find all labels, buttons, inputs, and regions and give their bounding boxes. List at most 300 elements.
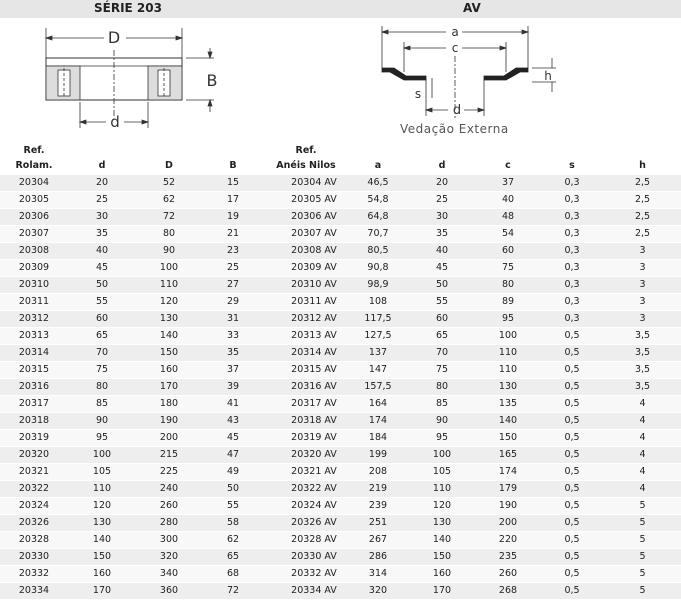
- table-row: [0, 208, 681, 225]
- table-cell: 251: [348, 514, 408, 531]
- table-cell: 360: [136, 582, 202, 599]
- table-cell: 20324: [0, 497, 68, 514]
- table-cell: 21: [202, 225, 264, 242]
- table-cell: 3,5: [604, 327, 681, 344]
- table-cell: 70: [68, 344, 136, 361]
- table-cell: 37: [202, 361, 264, 378]
- table-cell: 164: [348, 395, 408, 412]
- table-cell: 40: [476, 191, 540, 208]
- table-cell: 184: [348, 429, 408, 446]
- table-cell: 0,3: [540, 208, 604, 225]
- table-cell: 110: [136, 276, 202, 293]
- table-cell: 199: [348, 446, 408, 463]
- table-cell: 20322 AV: [264, 480, 348, 497]
- table-cell: 180: [136, 395, 202, 412]
- table-cell: 140: [476, 412, 540, 429]
- table-cell: 314: [348, 565, 408, 582]
- table-cell: 20312 AV: [264, 310, 348, 327]
- table-row: [0, 225, 681, 242]
- table-cell: 46,5: [348, 174, 408, 191]
- table-cell: 157,5: [348, 378, 408, 395]
- table-cell: 235: [476, 548, 540, 565]
- table-cell: 110: [68, 480, 136, 497]
- table-cell: 20319: [0, 429, 68, 446]
- table-cell: 35: [68, 225, 136, 242]
- table-cell: 100: [136, 259, 202, 276]
- table-cell: 0,5: [540, 480, 604, 497]
- table-cell: 140: [68, 531, 136, 548]
- table-cell: 0,5: [540, 497, 604, 514]
- table-cell: 20314: [0, 344, 68, 361]
- col-header: c: [476, 158, 540, 174]
- table-cell: 20315: [0, 361, 68, 378]
- table-cell: 20307 AV: [264, 225, 348, 242]
- table-cell: 140: [136, 327, 202, 344]
- table-cell: 0,5: [540, 565, 604, 582]
- table-cell: 3: [604, 310, 681, 327]
- table-cell: 160: [136, 361, 202, 378]
- table-cell: 85: [68, 395, 136, 412]
- table-row: [0, 412, 681, 429]
- table-cell: 45: [68, 259, 136, 276]
- table-cell: 0,3: [540, 276, 604, 293]
- table-cell: 225: [136, 463, 202, 480]
- table-cell: 70: [408, 344, 476, 361]
- table-cell: 29: [202, 293, 264, 310]
- table-row: [0, 395, 681, 412]
- table-cell: 75: [68, 361, 136, 378]
- table-cell: 90: [136, 242, 202, 259]
- table-cell: 190: [476, 497, 540, 514]
- col-header: d: [68, 158, 136, 174]
- table-cell: 5: [604, 582, 681, 599]
- table-cell: 0,5: [540, 463, 604, 480]
- table-cell: 55: [68, 293, 136, 310]
- table-cell: 3,5: [604, 344, 681, 361]
- table-cell: 160: [68, 565, 136, 582]
- table-cell: 130: [476, 378, 540, 395]
- table-cell: 130: [68, 514, 136, 531]
- table-cell: 20322: [0, 480, 68, 497]
- table-cell: 20: [68, 174, 136, 191]
- table-cell: 117,5: [348, 310, 408, 327]
- table-cell: 60: [68, 310, 136, 327]
- table-cell: 0,3: [540, 174, 604, 191]
- table-cell: 0,5: [540, 412, 604, 429]
- table-row: [0, 378, 681, 395]
- col-header: B: [202, 158, 264, 174]
- table-cell: 120: [136, 293, 202, 310]
- table-cell: 5: [604, 548, 681, 565]
- table-cell: 0,5: [540, 531, 604, 548]
- table-cell: 20330 AV: [264, 548, 348, 565]
- table-cell: 260: [476, 565, 540, 582]
- table-row: [0, 429, 681, 446]
- table-cell: 50: [408, 276, 476, 293]
- table-cell: 0,3: [540, 310, 604, 327]
- table-cell: 20311: [0, 293, 68, 310]
- table-cell: 35: [202, 344, 264, 361]
- table-cell: 110: [408, 480, 476, 497]
- ref-label-left: Ref.: [0, 142, 68, 158]
- series-title: SÉRIE 203: [94, 1, 162, 15]
- table-cell: 30: [68, 208, 136, 225]
- table-cell: 20305 AV: [264, 191, 348, 208]
- table-cell: 320: [348, 582, 408, 599]
- table-cell: 20319 AV: [264, 429, 348, 446]
- specs-table: [0, 142, 681, 599]
- table-cell: 89: [476, 293, 540, 310]
- table-cell: 33: [202, 327, 264, 344]
- table-cell: 5: [604, 531, 681, 548]
- label-h: h: [544, 69, 552, 83]
- table-row: [0, 514, 681, 531]
- table-cell: 340: [136, 565, 202, 582]
- table-cell: 20320 AV: [264, 446, 348, 463]
- table-cell: 15: [202, 174, 264, 191]
- table-row: [0, 276, 681, 293]
- table-cell: 3: [604, 276, 681, 293]
- table-cell: 0,3: [540, 242, 604, 259]
- table-cell: 17: [202, 191, 264, 208]
- table-cell: 23: [202, 242, 264, 259]
- table-cell: 320: [136, 548, 202, 565]
- table-cell: 260: [136, 497, 202, 514]
- table-cell: 140: [408, 531, 476, 548]
- table-cell: 137: [348, 344, 408, 361]
- table-cell: 90: [408, 412, 476, 429]
- label-c: c: [451, 41, 459, 55]
- table-cell: 4: [604, 463, 681, 480]
- table-cell: 208: [348, 463, 408, 480]
- table-row: [0, 293, 681, 310]
- table-cell: 20326: [0, 514, 68, 531]
- table-cell: 0,5: [540, 344, 604, 361]
- table-cell: 0,5: [540, 429, 604, 446]
- label-B: B: [206, 71, 218, 90]
- table-cell: 3: [604, 293, 681, 310]
- table-cell: 170: [408, 582, 476, 599]
- table-cell: 20332: [0, 565, 68, 582]
- table-cell: 2,5: [604, 225, 681, 242]
- table-cell: 220: [476, 531, 540, 548]
- table-cell: 4: [604, 480, 681, 497]
- table-row: [0, 480, 681, 497]
- table-cell: 4: [604, 395, 681, 412]
- table-cell: 135: [476, 395, 540, 412]
- ref-label-right: Ref.: [264, 142, 348, 158]
- table-cell: 0,5: [540, 582, 604, 599]
- table-cell: 20305: [0, 191, 68, 208]
- table-cell: 98,9: [348, 276, 408, 293]
- table-cell: 48: [476, 208, 540, 225]
- table-cell: 20304 AV: [264, 174, 348, 191]
- table-cell: 150: [68, 548, 136, 565]
- table-cell: 65: [202, 548, 264, 565]
- table-cell: 80,5: [348, 242, 408, 259]
- table-cell: 45: [408, 259, 476, 276]
- table-cell: 5: [604, 497, 681, 514]
- table-cell: 20332 AV: [264, 565, 348, 582]
- table-cell: 0,5: [540, 395, 604, 412]
- table-row: [0, 310, 681, 327]
- table-cell: 200: [136, 429, 202, 446]
- seal-caption: Vedação Externa: [400, 122, 509, 136]
- table-cell: 68: [202, 565, 264, 582]
- table-cell: 20320: [0, 446, 68, 463]
- table-cell: 20317 AV: [264, 395, 348, 412]
- col-header: d: [408, 158, 476, 174]
- table-cell: 20316 AV: [264, 378, 348, 395]
- table-cell: 20306 AV: [264, 208, 348, 225]
- table-cell: 25: [202, 259, 264, 276]
- table-cell: 95: [476, 310, 540, 327]
- table-row: [0, 344, 681, 361]
- col-header: h: [604, 158, 681, 174]
- table-cell: 5: [604, 514, 681, 531]
- table-cell: 75: [408, 361, 476, 378]
- table-cell: 72: [136, 208, 202, 225]
- column-header-row: [0, 158, 681, 174]
- table-cell: 60: [408, 310, 476, 327]
- table-cell: 20321: [0, 463, 68, 480]
- table-cell: 72: [202, 582, 264, 599]
- table-cell: 20318: [0, 412, 68, 429]
- ref-header-row: [0, 142, 681, 158]
- label-D: D: [107, 28, 121, 47]
- col-header: D: [136, 158, 202, 174]
- table-cell: 60: [476, 242, 540, 259]
- table-cell: 0,5: [540, 446, 604, 463]
- table-cell: 20321 AV: [264, 463, 348, 480]
- table-cell: 37: [476, 174, 540, 191]
- table-cell: 85: [408, 395, 476, 412]
- table-cell: 20326 AV: [264, 514, 348, 531]
- table-cell: 120: [68, 497, 136, 514]
- table-cell: 170: [136, 378, 202, 395]
- table-cell: 55: [202, 497, 264, 514]
- table-cell: 62: [136, 191, 202, 208]
- table-row: [0, 242, 681, 259]
- table-cell: 50: [202, 480, 264, 497]
- table-cell: 240: [136, 480, 202, 497]
- col-header: Anéis Nilos: [264, 158, 348, 174]
- table-cell: 105: [68, 463, 136, 480]
- table-cell: 4: [604, 429, 681, 446]
- table-cell: 80: [136, 225, 202, 242]
- table-cell: 0,3: [540, 225, 604, 242]
- table-cell: 174: [348, 412, 408, 429]
- table-cell: 268: [476, 582, 540, 599]
- av-title: AV: [463, 1, 481, 15]
- table-cell: 90,8: [348, 259, 408, 276]
- table-cell: 55: [408, 293, 476, 310]
- table-cell: 280: [136, 514, 202, 531]
- table-cell: 215: [136, 446, 202, 463]
- table-cell: 0,5: [540, 361, 604, 378]
- table-cell: 25: [68, 191, 136, 208]
- table-row: [0, 191, 681, 208]
- table-cell: 0,3: [540, 293, 604, 310]
- table-cell: 20306: [0, 208, 68, 225]
- table-cell: 20310 AV: [264, 276, 348, 293]
- table-cell: 95: [68, 429, 136, 446]
- table-cell: 31: [202, 310, 264, 327]
- table-cell: 20324 AV: [264, 497, 348, 514]
- table-cell: 20318 AV: [264, 412, 348, 429]
- table-cell: 130: [408, 514, 476, 531]
- table-cell: 108: [348, 293, 408, 310]
- table-cell: 20330: [0, 548, 68, 565]
- table-cell: 0,5: [540, 378, 604, 395]
- table-cell: 20316: [0, 378, 68, 395]
- table-row: [0, 565, 681, 582]
- table-cell: 70,7: [348, 225, 408, 242]
- col-header: Rolam.: [0, 158, 68, 174]
- table-cell: 20309: [0, 259, 68, 276]
- table-cell: 50: [68, 276, 136, 293]
- table-cell: 80: [476, 276, 540, 293]
- table-cell: 25: [408, 191, 476, 208]
- table-cell: 105: [408, 463, 476, 480]
- table-cell: 45: [202, 429, 264, 446]
- table-cell: 286: [348, 548, 408, 565]
- table-row: [0, 327, 681, 344]
- table-cell: 0,5: [540, 548, 604, 565]
- table-cell: 147: [348, 361, 408, 378]
- table-row: [0, 361, 681, 378]
- table-cell: 20307: [0, 225, 68, 242]
- table-cell: 3,5: [604, 378, 681, 395]
- table-cell: 27: [202, 276, 264, 293]
- table-cell: 20334: [0, 582, 68, 599]
- table-cell: 80: [408, 378, 476, 395]
- table-cell: 160: [408, 565, 476, 582]
- bearing-section-drawing: [0, 18, 300, 142]
- table-cell: 20317: [0, 395, 68, 412]
- table-cell: 65: [68, 327, 136, 344]
- table-cell: 127,5: [348, 327, 408, 344]
- table-cell: 2,5: [604, 208, 681, 225]
- table-row: [0, 463, 681, 480]
- table-cell: 19: [202, 208, 264, 225]
- table-cell: 20315 AV: [264, 361, 348, 378]
- table-cell: 20313: [0, 327, 68, 344]
- table-row: [0, 174, 681, 191]
- table-cell: 0,5: [540, 514, 604, 531]
- table-cell: 3: [604, 242, 681, 259]
- table-cell: 54: [476, 225, 540, 242]
- table-cell: 3,5: [604, 361, 681, 378]
- table-cell: 49: [202, 463, 264, 480]
- table-cell: 110: [476, 344, 540, 361]
- table-cell: 20311 AV: [264, 293, 348, 310]
- table-row: [0, 446, 681, 463]
- table-cell: 100: [68, 446, 136, 463]
- table-cell: 2,5: [604, 174, 681, 191]
- table-cell: 58: [202, 514, 264, 531]
- table-cell: 4: [604, 412, 681, 429]
- table-cell: 165: [476, 446, 540, 463]
- table-cell: 20308: [0, 242, 68, 259]
- label-d-right: d: [452, 103, 462, 118]
- table-cell: 200: [476, 514, 540, 531]
- table-cell: 20312: [0, 310, 68, 327]
- table-cell: 20313 AV: [264, 327, 348, 344]
- table-cell: 150: [476, 429, 540, 446]
- table-row: [0, 497, 681, 514]
- table-cell: 0,3: [540, 259, 604, 276]
- table-cell: 30: [408, 208, 476, 225]
- table-cell: 2,5: [604, 191, 681, 208]
- label-d-left: d: [110, 113, 120, 131]
- table-cell: 39: [202, 378, 264, 395]
- table-cell: 41: [202, 395, 264, 412]
- table-cell: 190: [136, 412, 202, 429]
- table-cell: 43: [202, 412, 264, 429]
- table-cell: 174: [476, 463, 540, 480]
- table-cell: 65: [408, 327, 476, 344]
- table-row: [0, 531, 681, 548]
- table-cell: 62: [202, 531, 264, 548]
- table-cell: 219: [348, 480, 408, 497]
- col-header: a: [348, 158, 408, 174]
- table-cell: 20308 AV: [264, 242, 348, 259]
- table-row: [0, 548, 681, 565]
- col-header: s: [540, 158, 604, 174]
- table-cell: 95: [408, 429, 476, 446]
- label-s: s: [414, 87, 422, 101]
- table-cell: 20314 AV: [264, 344, 348, 361]
- table-cell: 0,3: [540, 191, 604, 208]
- table-cell: 130: [136, 310, 202, 327]
- table-cell: 20: [408, 174, 476, 191]
- table-cell: 20304: [0, 174, 68, 191]
- table-cell: 80: [68, 378, 136, 395]
- table-cell: 20309 AV: [264, 259, 348, 276]
- table-cell: 75: [476, 259, 540, 276]
- table-cell: 100: [408, 446, 476, 463]
- table-cell: 179: [476, 480, 540, 497]
- table-row: [0, 582, 681, 599]
- table-cell: 150: [408, 548, 476, 565]
- table-cell: 40: [408, 242, 476, 259]
- table-cell: 52: [136, 174, 202, 191]
- table-cell: 3: [604, 259, 681, 276]
- table-row: [0, 259, 681, 276]
- table-cell: 35: [408, 225, 476, 242]
- table-cell: 47: [202, 446, 264, 463]
- table-cell: 267: [348, 531, 408, 548]
- table-cell: 0,5: [540, 327, 604, 344]
- table-cell: 20310: [0, 276, 68, 293]
- table-cell: 40: [68, 242, 136, 259]
- table-cell: 20328: [0, 531, 68, 548]
- table-cell: 54,8: [348, 191, 408, 208]
- table-cell: 239: [348, 497, 408, 514]
- table-cell: 170: [68, 582, 136, 599]
- table-cell: 300: [136, 531, 202, 548]
- table-cell: 20334 AV: [264, 582, 348, 599]
- table-cell: 110: [476, 361, 540, 378]
- label-a: a: [451, 25, 459, 39]
- table-cell: 64,8: [348, 208, 408, 225]
- table-cell: 120: [408, 497, 476, 514]
- table-cell: 90: [68, 412, 136, 429]
- table-cell: 100: [476, 327, 540, 344]
- table-cell: 150: [136, 344, 202, 361]
- table-cell: 4: [604, 446, 681, 463]
